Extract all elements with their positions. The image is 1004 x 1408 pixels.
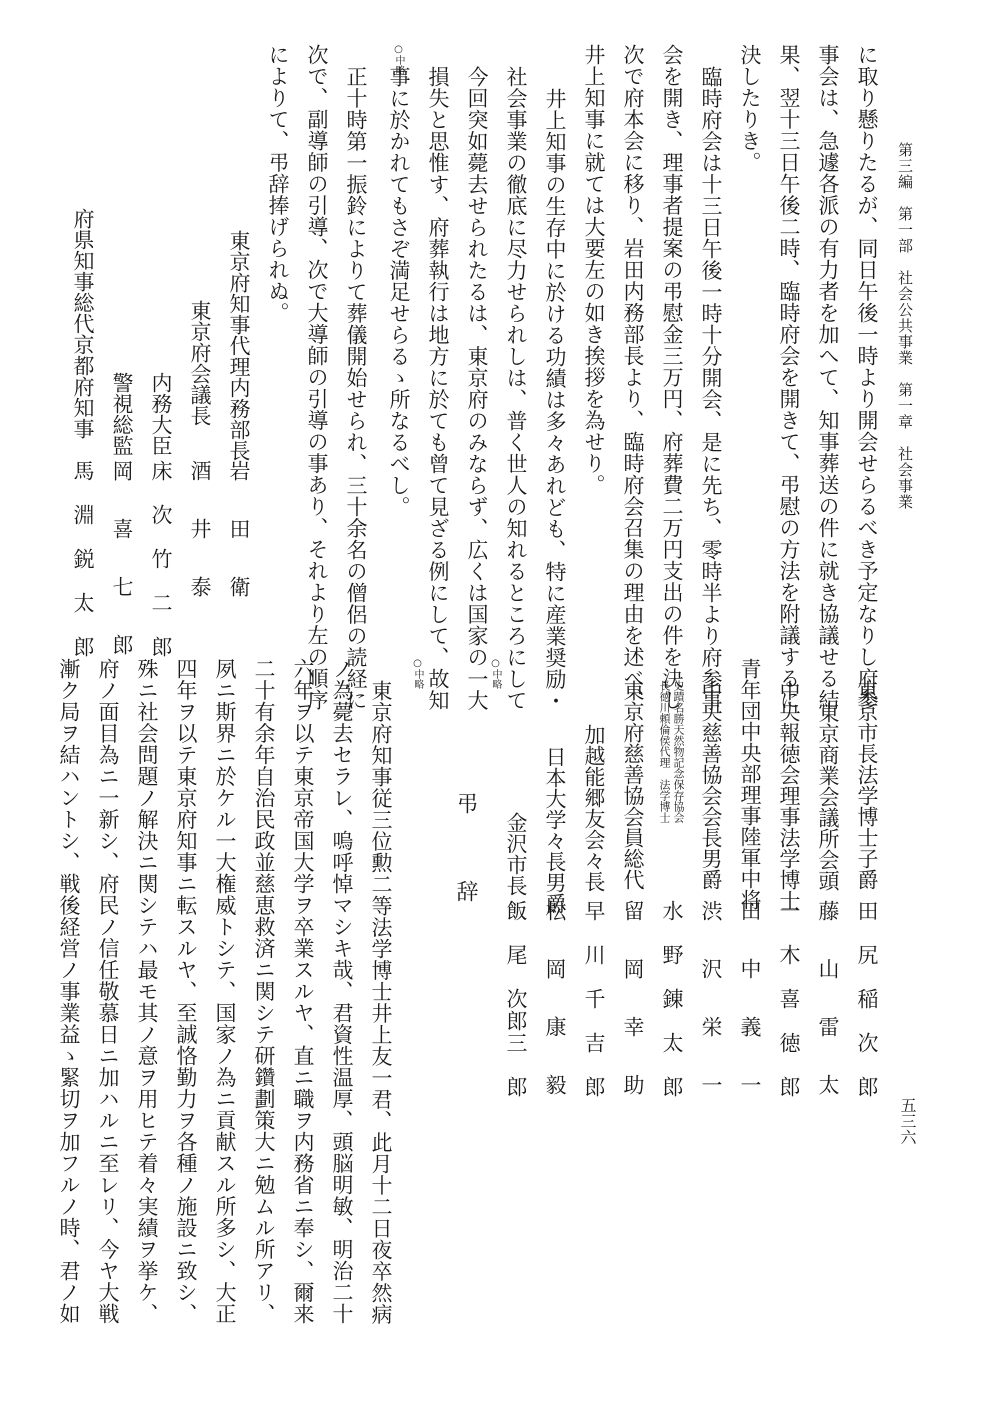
speaker-title-line: 長徳川頼倫侯代理 法学博士 (658, 680, 671, 823)
speaker-name: 床 次 竹 二 郎 (149, 460, 173, 658)
speaker-name: 渋 沢 栄 一 (699, 900, 723, 1103)
eulogy-line: 四年ヲ以テ東京府知事ニ転スルヤ、至誠恪勤力ヲ各種ノ施設ニ致シ、 (174, 658, 198, 1325)
paragraph-line: 次で、副導師の引導、次で大導師の引導の事あり、それより左の順序 (305, 44, 329, 711)
omission-mark: ○中略 (393, 44, 404, 75)
speaker-name: 藤 山 雷 太 (816, 900, 840, 1103)
speaker-name: 一 木 喜 徳 郎 (777, 900, 801, 1098)
paragraph-line: 井上知事に就ては大要左の如き挨拶を為せり。 (582, 44, 606, 496)
speaker-title: 東京商業会議所会頭 (816, 702, 840, 891)
paragraph-line: 果、翌十三日午後二時、臨時府会を開きて、弔慰の方法を附議するに (777, 44, 801, 711)
omission-mark: ○中略 (412, 658, 423, 689)
speaker-title: 内務大臣 (149, 372, 173, 456)
paragraph-line: 事に於かれてもさぞ満足せらるゝ所なるべし。 (387, 66, 411, 518)
speaker-title: 東京府会議長 (188, 300, 212, 426)
eulogy-line: 夙ニ斯界ニ於ケル一大権威トシテ、国家ノ為ニ貢献スル所多シ、大正 (213, 658, 237, 1325)
speaker-name: 田 尻 稲 次 郎 (855, 900, 879, 1098)
paragraph-line: 損失と思惟す、府葬執行は地方に於ても曾て見ざる例にして、故知 (426, 66, 450, 711)
paragraph-line: 井上知事の生存中に於ける功績は多々あれども、特に産業奨励・ (543, 88, 567, 712)
speaker-title-line: 史蹟名勝天然物記念保存協会 (672, 680, 685, 823)
paragraph-line: 会を開き、理事者提案の弔慰金三万円、府葬費二万円支出の件を決し (660, 44, 684, 711)
paragraph-line: 次で府本会に移り、岩田内務部長より、臨時府会召集の理由を述べ、 (621, 44, 645, 711)
paragraph-line: に取り懸りたるが、同日午後一時より開会せらるべき予定なりし府参 (855, 44, 879, 711)
running-header: 第三編 第一部 社会公共事業 第一章 社会事業 (896, 142, 914, 510)
paragraph-line: によりて、弔辞捧げられぬ。 (266, 44, 290, 324)
eulogy-line: 府ノ面目為ニ一新シ、府民ノ信任敬慕日ニ加ハルニ至レリ、今ヤ大戦 (96, 658, 120, 1325)
speaker-name: 岡 喜 七 郎 (110, 460, 134, 663)
eulogy-line: 東京府知事従三位勲二等法学博士井上友一君、此月十二日夜卒然病 (369, 680, 393, 1325)
speaker-name: 早 川 千 吉 郎 (582, 900, 606, 1098)
speaker-title: 日本大学々長男爵 (543, 746, 567, 914)
eulogy-line: ノ為薨去セラレ、嗚呼悼マシキ哉、君資性温厚、頭脳明敏、明治二十 (330, 658, 354, 1325)
eulogy-line: 二十有余年自治民政並慈恵救済ニ関シテ研鑽劃策大ニ勉ムル所アリ、 (252, 658, 276, 1325)
speaker-title: 府県知事総代京都府知事 (71, 208, 95, 439)
paragraph-line: 事会は、急遽各派の有力者を加へて、知事葬送の件に就き協議せる結 (816, 44, 840, 711)
speaker-title: 中央報徳会理事法学博士 (777, 680, 801, 911)
speaker-name: 田 中 義 一 (738, 900, 762, 1103)
speaker-title: 東京府慈善協会員総代 (621, 680, 645, 890)
paragraph-line: 決したりき。 (738, 44, 762, 173)
speaker-title: 中央慈善協会会長男爵 (699, 680, 723, 890)
paragraph-line: 今回突如薨去せられたるは、東京府のみならず、広くは国家の一大 (465, 66, 489, 711)
speaker-name: 岩 田 衛 (227, 460, 251, 605)
speaker-title: 加越能郷友会々長 (582, 724, 606, 892)
eulogy-line: 漸ク局ヲ結ハントシ、戦後経営ノ事業益ゝ緊切ヲ加フルノ時、君ノ如 (57, 658, 81, 1325)
speaker-name: 留 岡 幸 助 (621, 900, 645, 1103)
speaker-title: 青年団中央部理事陸軍中将 (738, 658, 762, 910)
paragraph-line: 正十時第一振鈴によりて葬儀開始せられ、三十余名の僧侶の読経に (344, 66, 368, 711)
paragraph-line: 社会事業の徹底に尽力せられしは、普く世人の知れるところにして (504, 66, 528, 711)
speaker-name: 酒 井 泰 (188, 460, 212, 605)
speaker-title: 東京市長法学博士子爵 (855, 680, 879, 890)
speaker-title: 金沢市長 (504, 812, 528, 896)
eulogy-line: 六年ヲ以テ東京帝国大学ヲ卒業スルヤ、直ニ職ヲ内務省ニ奉シ、爾来 (291, 658, 315, 1325)
speaker-name: 水 野 錬 太 郎 (660, 900, 684, 1098)
speaker-name: 飯 尾 次郎三 郎 (504, 900, 528, 1098)
speaker-name: 松 岡 康 毅 (543, 900, 567, 1103)
speaker-name: 馬 淵 鋭 太 郎 (71, 460, 95, 658)
omission-mark: ○中略 (490, 658, 501, 689)
speaker-title: 東京府知事代理内務部長 (227, 230, 251, 461)
eulogy-line: 殊ニ社会問題ノ解決ニ関シテハ最モ其ノ意ヲ用ヒテ着々実績ヲ挙ケ、 (135, 658, 159, 1325)
speaker-title: 警視総監 (110, 372, 134, 456)
page-number: 五三六 (898, 1097, 917, 1145)
paragraph-line: 臨時府会は十三日午後一時十分開会、是に先ち、零時半より府参事 (699, 66, 723, 711)
eulogy-title: 弔 辞 (453, 792, 478, 924)
